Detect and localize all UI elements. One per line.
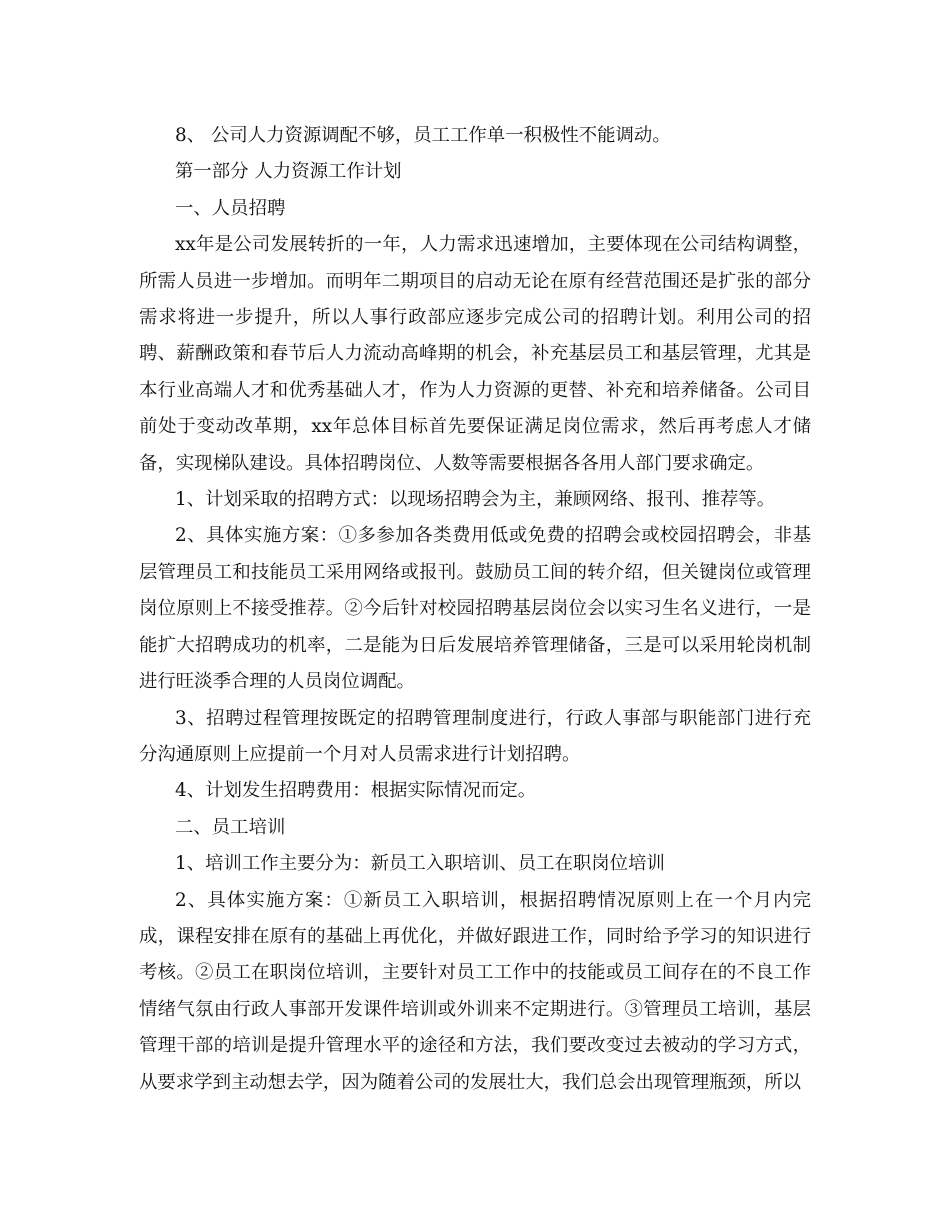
section-heading-training: 二、员工培训 xyxy=(175,816,286,838)
paragraph-item-8: 8、 公司人力资源调配不够，员工工作单一积极性不能调动。 xyxy=(175,125,671,146)
paragraph-recruitment-process: 3、招聘过程管理按既定的招聘管理制度进行，行政人事部与职能部门进行充分沟通原则上应提前一个月对人员需求进行计划招聘。 xyxy=(139,707,811,765)
paragraph-recruitment-cost: 4、计划发生招聘费用：根据实际情况而定。 xyxy=(175,780,537,802)
section-heading-recruitment: 一、人员招聘 xyxy=(175,197,286,219)
document-body xyxy=(139,118,811,1101)
paragraph-recruitment-overview: xx年是公司发展转折的一年，人力需求迅速增加，主要体现在公司结构调整，所需人员进一步增加。而明年二期项目的启动无论在原有经营范围还是扩张的部分需求将进一步提升，所以人事行政部应逐步完成公司的招聘计划。利用公司的招聘、薪酬政策和春节后人力流动高峰期的机会，补充基层员工和基层管理，尤其是本行业高端人才和优秀基础人才，作为人力资源的更替、补充和培养储备。公司目前处于变动改革期，xx年总体目标首先要保证满足岗位需求，然后再考虑人才储备，实现梯队建设。具体招聘岗位、人数等需要根据各各用人部门要求确定。 xyxy=(139,234,811,474)
paragraph-training-types: 1、培训工作主要分为：新员工入职培训、员工在职岗位培训 xyxy=(175,853,665,875)
part-heading: 第一部分 人力资源工作计划 xyxy=(175,161,402,183)
paragraph-training-plan: 2、具体实施方案：①新员工入职培训，根据招聘情况原则上在一个月内完成，课程安排在原有的基础上再优化，并做好跟进工作，同时给予学习的知识进行考核。②员工在职岗位培训，主要针对员工工作中的技能或员工间存在的不良工作情绪气氛由行政人事部开发课件培训或外训来不定期进行。③管理员工培训，基层管理干部的培训是提升管理水平的途径和方法，我们要改变过去被动的学习方式，从要求学到主动想去学，因为随着公司的发展壮大，我们总会出现管理瓶颈，所以 xyxy=(139,889,811,1093)
paragraph-recruitment-plan: 2、具体实施方案：①多参加各类费用低或免费的招聘会或校园招聘会，非基层管理员工和技能员工采用网络或报刊。鼓励员工间的转介绍，但关键岗位或管理岗位原则上不接受推荐。②今后针对校园招聘基层岗位会以实习生名义进行，一是能扩大招聘成功的机率，二是能为日后发展培养管理储备，三是可以采用轮岗机制进行旺淡季合理的人员岗位调配。 xyxy=(139,525,811,693)
paragraph-recruitment-method: 1、计划采取的招聘方式：以现场招聘会为主，兼顾网络、报刊、推荐等。 xyxy=(175,489,776,511)
